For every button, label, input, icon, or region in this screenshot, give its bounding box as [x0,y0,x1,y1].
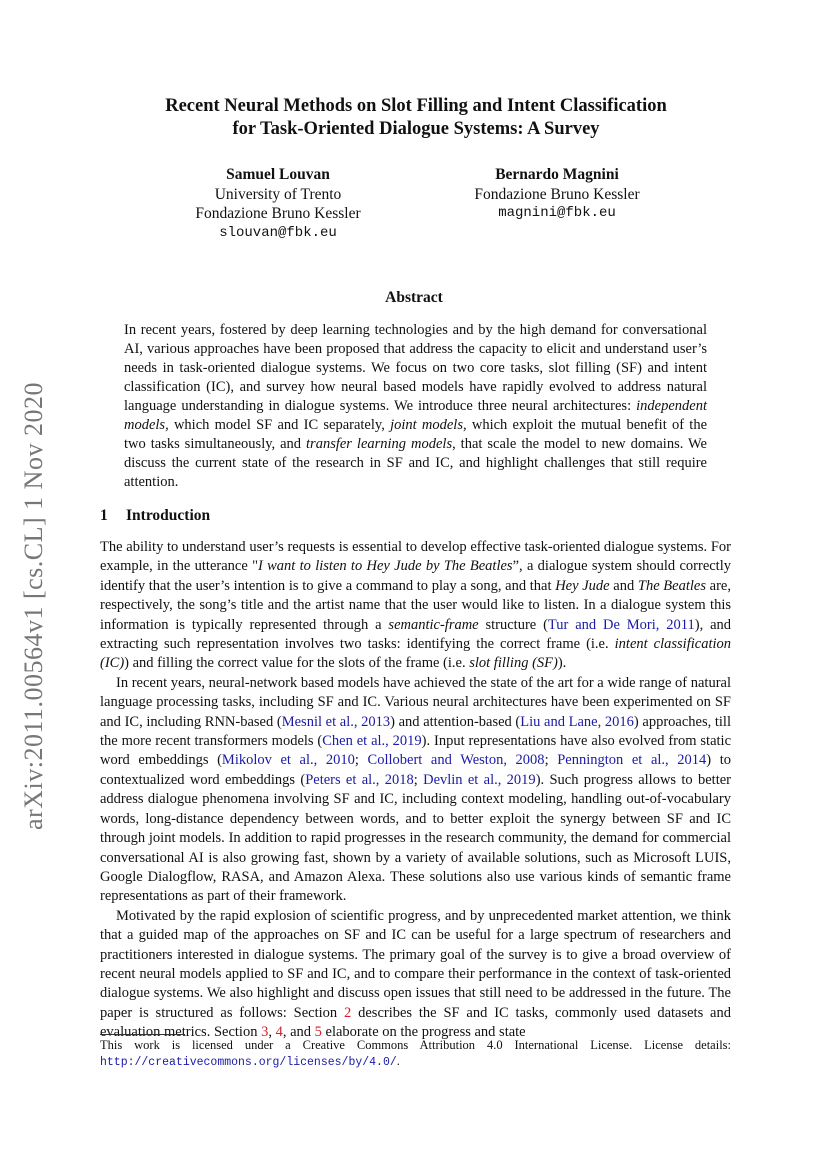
body-text: ) and attention-based ( [390,713,521,730]
paper-title [100,95,732,141]
arxiv-identifier-stamp [14,366,54,846]
paragraph-1 [100,538,731,674]
body-text: are, respectively, the song’s title and the artist name that the user would like to listen. In a dialogue system this information is typically represented through a [100,577,731,633]
abstract-text: , which exploit the mutual benefit of the two tasks simultaneously, and [124,417,708,452]
emphasis: intent classification (IC) [100,636,731,672]
paragraph-2 [100,674,731,907]
author-affiliation: Fondazione Bruno Kessler [474,185,640,203]
citation-link[interactable]: Mesnil et al., 2013 [281,713,391,730]
section-ref-link[interactable]: 4 [275,1024,283,1041]
emphasis: semantic-frame [388,616,479,633]
citation-link[interactable]: Mikolov et al., 2010 [221,752,355,769]
section-body [100,538,731,1043]
abstract-text: , that scale the model to new domains. We discuss the current state of the research in SF and IC, and highlight challenges that still require attention. [124,436,707,490]
body-text: ) and filling the correct value for the slots of the frame (i.e. [124,655,470,672]
abstract-text: , which model SF and IC separately, [165,417,391,433]
author-block-1 [178,165,378,243]
section-ref-link[interactable]: 2 [344,1004,352,1021]
body-text: ) to contextualized word embeddings ( [100,752,731,788]
license-footnote [100,1037,731,1071]
emphasis: The Beatles [637,577,706,594]
footnote-text: This work is licensed under a Creative Commons Attribution 4.0 International License. License details: [100,1038,731,1052]
section-title: Introduction [126,507,211,524]
body-text: ”, a dialogue system should correctly identify that the user’s intention is to give a command to play a song, and that [100,558,731,594]
abstract-emphasis: transfer learning models [306,436,453,452]
title-line-2: for Task-Oriented Dialogue Systems: A Survey [232,119,600,139]
abstract-emphasis: independent models [124,398,707,433]
body-text: ; [413,771,424,788]
body-text: In recent years, neural-network based models have achieved the state of the art for a wide range of natural language processing tasks, including SF and IC. Various neural architectures have been experimented on SF and IC, including RNN-based ( [100,674,731,730]
body-text: , [268,1024,276,1041]
body-text: , and [282,1024,315,1041]
section-ref-link[interactable]: 5 [314,1024,322,1041]
body-text: The ability to understand user’s requests is essential to develop effective task-oriented dialogue systems. For example, in the utterance " [100,539,731,575]
emphasis: slot filling (SF) [469,655,558,672]
citation-link[interactable]: Peters et al., 2018 [305,771,414,788]
body-text: describes the SF and IC tasks, commonly used datasets and evaluation metrics. Section [100,1004,731,1041]
emphasis: I want to listen to Hey Jude by The Beatles [258,558,513,575]
body-text: elaborate on the progress and state [321,1024,526,1041]
license-url-link[interactable]: http://creativecommons.org/licenses/by/4.0/ [100,1056,397,1069]
body-text: ). Such progress allows to better address dialogue phenomena involving SF and IC, including context modeling, handling out-of-vocabulary words, long-distance dependency between words, and to better exploit the synergy between SF and IC through joint models. In addition to rapid progresses in the research community, the demand for commercial conversational AI is also growing fast, shown by a variety of available solutions, such as Microsoft LUIS, Google Dialogflow, RASA, and Amazon Alexa. These solutions also use various kinds of semantic frame representations as part of their framework. [100,771,731,905]
abstract-paragraph [124,321,707,492]
footnote-rule [100,1034,185,1035]
body-text: ), and extracting such representation involves two tasks: identifying the correct frame (i.e. [100,616,732,653]
abstract-body [124,321,707,492]
footnote-text: . [396,1054,400,1068]
emphasis: Hey Jude [555,577,610,594]
citation-link[interactable]: Devlin et al., 2019 [423,771,536,788]
citation-link[interactable]: Liu and Lane, 2016 [520,713,634,730]
body-text: ) approaches, till the more recent transformers models ( [100,713,731,750]
author-email[interactable]: slouvan@fbk.eu [219,224,337,241]
abstract-emphasis: joint models [390,417,463,433]
paragraph-3 [100,907,731,1043]
section-ref-link[interactable]: 3 [261,1024,269,1041]
body-text: Motivated by the rapid explosion of scientific progress, and by unprecedented market attention, we think that a guided map of the approaches on SF and IC can be useful for a large spectrum of researchers and practitioners interested in dialogue systems. The primary goal of the survey is to give a broad overview of recent neural models applied to SF and IC, and to compare their performance in the context of task-oriented dialogue systems. We also highlight and discuss open issues that still need to be addressed in the future. The paper is structured as follows: Section [100,907,731,1021]
abstract-heading: Abstract [385,289,443,306]
body-text: ; [544,752,558,769]
citation-link[interactable]: Pennington et al., 2014 [557,752,707,769]
body-text: ). Input representations have also evolved from static word embeddings ( [100,733,732,769]
author-affiliation: University of Trento [214,185,342,203]
body-text: ; [354,752,368,769]
body-text: ). [557,655,567,672]
title-line-1: Recent Neural Methods on Slot Filling and Intent Classification [165,96,667,116]
section-number: 1 [100,507,108,524]
citation-link[interactable]: Tur and De Mori, 2011 [547,616,695,633]
arxiv-identifier-text: arXiv:2011.00564v1 [cs.CL] 1 Nov 2020 [19,382,48,830]
body-text: and [609,577,638,594]
author-name: Bernardo Magnini [495,166,619,183]
citation-link[interactable]: Collobert and Weston, 2008 [367,752,545,769]
author-name: Samuel Louvan [226,166,330,183]
body-text: structure ( [478,616,548,633]
author-block-2 [447,165,667,224]
author-affiliation: Fondazione Bruno Kessler [195,205,361,222]
citation-link[interactable]: Chen et al., 2019 [322,733,422,750]
author-email[interactable]: magnini@fbk.eu [498,205,616,221]
section-heading [100,507,210,525]
abstract-text: In recent years, fostered by deep learning technologies and by the high demand for conversational AI, various approaches have been proposed that address the capacity to elicit and understand user’s needs in task-oriented dialogue systems. We focus on two core tasks, slot filling (SF) and intent classification (IC), and survey how neural based models have rapidly evolved to address natural language understanding in dialogue systems. We introduce three neural architectures: [124,322,707,414]
